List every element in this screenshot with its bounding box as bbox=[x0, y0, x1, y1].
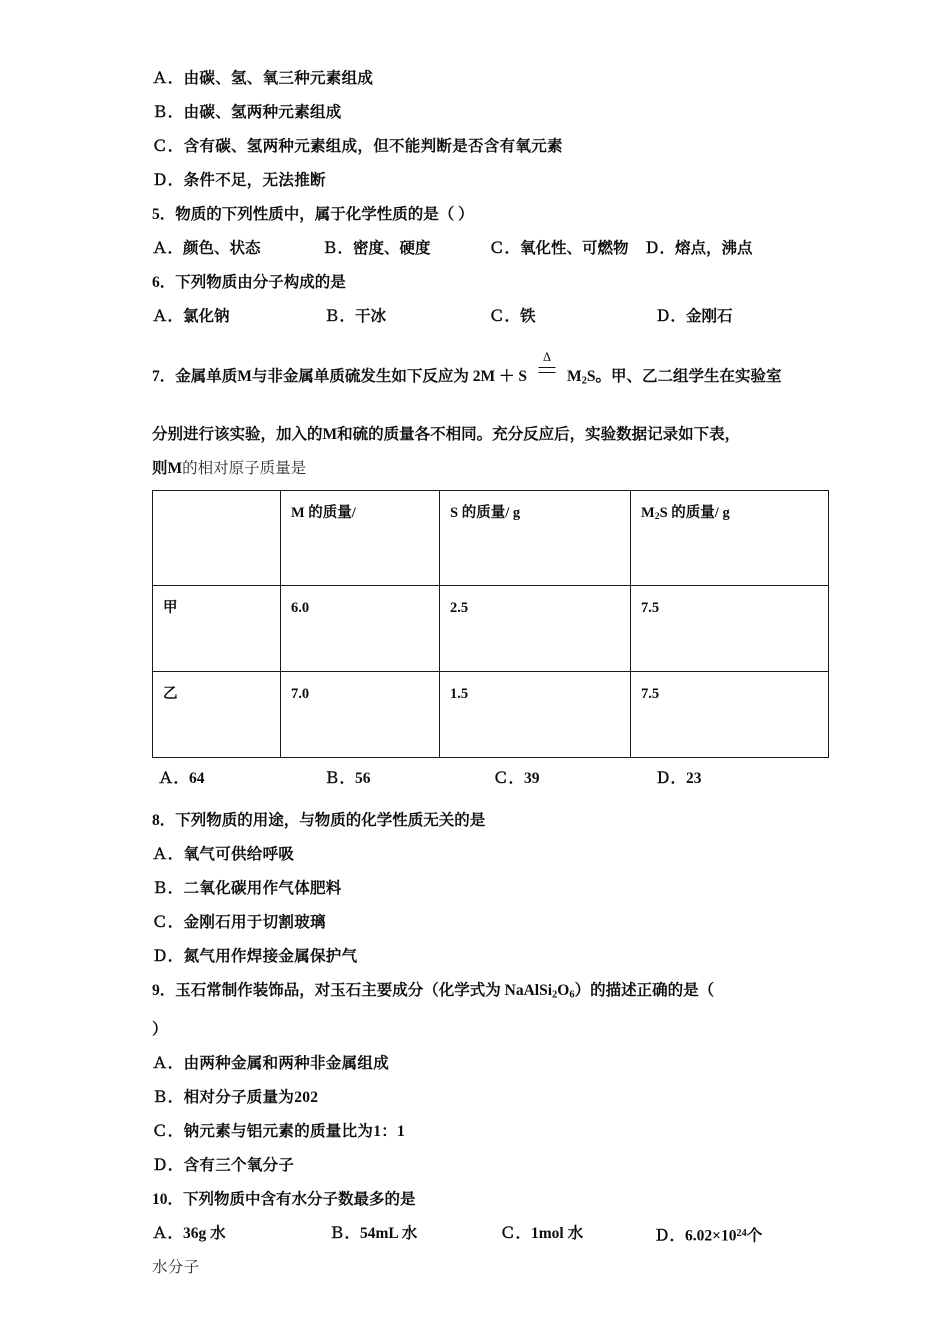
q5-option-a: Ａ．颜色、状态 bbox=[152, 240, 261, 257]
q7-option-a: Ａ．64 bbox=[158, 770, 205, 788]
q7-stem-part1: 7．金属单质M与非金属单质硫发生如下反应为 2M ＋ S bbox=[152, 368, 528, 385]
q8-stem: 8．下列物质的用途，与物质的化学性质无关的是 bbox=[152, 812, 486, 830]
q7-stem-line1 bbox=[152, 350, 812, 398]
q9-option-a: Ａ．由两种金属和两种非金属组成 bbox=[152, 1054, 390, 1072]
q7-product-sub: 2 bbox=[581, 375, 587, 387]
reaction-arrow-rule bbox=[539, 367, 556, 373]
q8-option-a: Ａ．氧气可供给呼吸 bbox=[152, 846, 295, 864]
q6-options bbox=[152, 300, 812, 334]
q7-stem-line3 bbox=[152, 452, 812, 486]
cell-yi-m: 7.0 bbox=[281, 672, 440, 758]
q6-option-b: Ｂ．干冰 bbox=[324, 308, 387, 325]
q4-option-b: Ｂ．由碳、氢两种元素组成 bbox=[152, 104, 342, 121]
q9-stem-pre: 9．玉石常制作装饰品，对玉石主要成分（化学式为 NaAlSi bbox=[152, 982, 552, 1000]
header-cell-blank bbox=[153, 491, 281, 586]
experiment-data-table bbox=[152, 490, 829, 758]
header-cell-m-mass: M 的质量/ bbox=[281, 491, 440, 586]
q7-options bbox=[152, 762, 812, 796]
q10-options bbox=[152, 1217, 812, 1251]
q9-stem-line1 bbox=[152, 974, 812, 1012]
q10-option-d-exponent: 24 bbox=[736, 1227, 747, 1239]
row-label-jia: 甲 bbox=[153, 586, 281, 672]
q10-stem: 10．下列物质中含有水分子数最多的是 bbox=[152, 1190, 416, 1208]
q6-option-a: Ａ．氯化钠 bbox=[152, 308, 230, 325]
q6-stem: 6．下列物质由分子构成的是 bbox=[152, 274, 346, 291]
q10-option-d-pre: Ｄ．6.02×10 bbox=[654, 1227, 737, 1245]
header-cell-m2s-mass bbox=[631, 491, 829, 586]
q7-stem-part2: 。甲、乙二组学生在实验室 bbox=[595, 368, 782, 385]
q5-stem: 5．物质的下列性质中，属于化学性质的是（ ） bbox=[152, 206, 474, 223]
q5-option-c: Ｃ．氧化性、可燃物 bbox=[489, 240, 629, 257]
q7-product-post: S bbox=[586, 368, 596, 385]
q4-option-d: Ｄ．条件不足，无法推断 bbox=[152, 172, 326, 189]
q7-stem-line2: 分别进行该实验，加入的M和硫的质量各不相同。充分反应后，实验数据记录如下表， bbox=[152, 426, 741, 444]
q6-option-c: Ｃ．铁 bbox=[489, 308, 536, 325]
q10-option-d-post: 个 bbox=[746, 1227, 763, 1245]
q10-continuation: 水分子 bbox=[152, 1258, 200, 1276]
row-label-yi: 乙 bbox=[153, 672, 281, 758]
cell-yi-s: 1.5 bbox=[440, 672, 631, 758]
q5-option-b: Ｂ．密度、硬度 bbox=[322, 240, 431, 257]
q9-option-d: Ｄ．含有三个氧分子 bbox=[152, 1156, 295, 1174]
delta-icon: Δ bbox=[542, 350, 552, 364]
page-body bbox=[152, 62, 812, 1285]
q9-stem-line2: ） bbox=[152, 1020, 168, 1038]
q9-option-b: Ｂ．相对分子质量为202 bbox=[152, 1088, 319, 1106]
table-header-row bbox=[153, 491, 829, 586]
header-m2s-pre: M bbox=[641, 505, 655, 522]
q8-option-d: Ｄ．氮气用作焊接金属保护气 bbox=[152, 948, 358, 966]
q7-stem-line3-regular: 的相对原子质量是 bbox=[182, 460, 307, 478]
q9-formula-sub-si: 2 bbox=[552, 989, 558, 1001]
q10-option-b: Ｂ．54mL 水 bbox=[329, 1224, 418, 1242]
cell-jia-s: 2.5 bbox=[440, 586, 631, 672]
q9-formula-sub-o: 6 bbox=[569, 989, 575, 1001]
q9-option-c: Ｃ．钠元素与铝元素的质量比为1：1 bbox=[152, 1122, 406, 1140]
q7-product-pre: M bbox=[567, 368, 582, 385]
q8-option-c: Ｃ．金刚石用于切割玻璃 bbox=[152, 914, 326, 932]
q10-option-c: Ｃ．1mol 水 bbox=[500, 1224, 584, 1242]
cell-jia-m: 6.0 bbox=[281, 586, 440, 672]
q8-option-b: Ｂ．二氧化碳用作气体肥料 bbox=[152, 880, 342, 898]
header-m2s-post: S 的质量/ g bbox=[659, 505, 730, 522]
q4-option-c: Ｃ．含有碳、氢两种元素组成，但不能判断是否含有氧元素 bbox=[152, 138, 563, 155]
q7-option-d: Ｄ．23 bbox=[655, 770, 702, 788]
q7-option-c: Ｃ．39 bbox=[493, 770, 540, 788]
q5-option-d: Ｄ．熔点，沸点 bbox=[644, 240, 753, 257]
header-cell-s-mass: S 的质量/ g bbox=[440, 491, 631, 586]
header-m2s-sub: 2 bbox=[654, 511, 660, 523]
q9-stem-post: ）的描述正确的是（ bbox=[574, 982, 715, 1000]
q7-stem-line3-bold: 则M bbox=[152, 460, 183, 478]
table-row bbox=[153, 672, 829, 758]
q4-option-a: Ａ．由碳、氢、氧三种元素组成 bbox=[152, 70, 374, 87]
q9-formula-o: O bbox=[557, 982, 570, 1000]
q7-option-b: Ｂ．56 bbox=[324, 770, 371, 788]
cell-yi-m2s: 7.5 bbox=[631, 672, 829, 758]
table-row bbox=[153, 586, 829, 672]
q10-option-a: Ａ．36g 水 bbox=[152, 1224, 226, 1242]
q6-option-d: Ｄ．金刚石 bbox=[655, 308, 733, 325]
q5-options bbox=[152, 232, 812, 266]
q10-option-d bbox=[654, 1217, 762, 1254]
cell-jia-m2s: 7.5 bbox=[631, 586, 829, 672]
